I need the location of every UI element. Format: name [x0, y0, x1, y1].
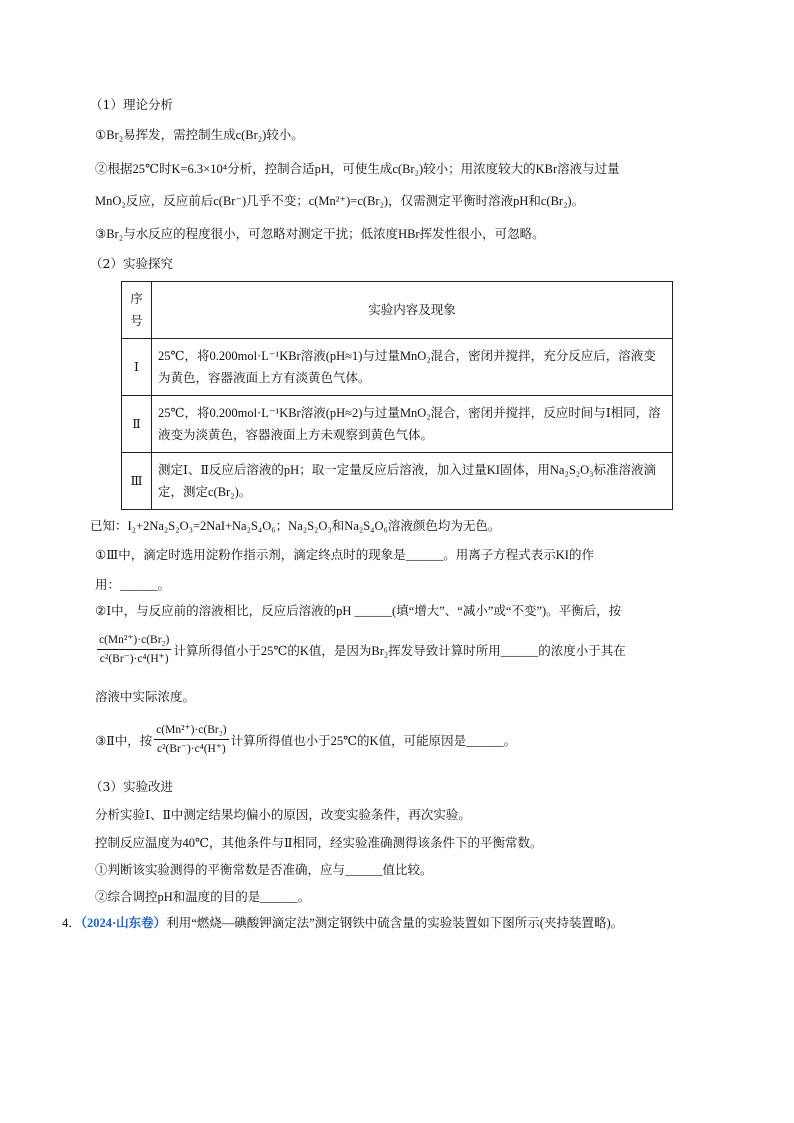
question-2-3-suffix: 计算所得值也小于25℃的K值，可能原因是______。	[230, 733, 517, 748]
theory-point-2-line-2: MnO₂反应，反应前后c(Br⁻)几乎不变；c(Mn²⁺)=c(Br₂)，仅需测定平衡时溶液pH和c(Br₂)。	[95, 194, 585, 208]
row-number: Ⅰ	[122, 339, 152, 396]
improvement-text-1: 分析实验Ⅰ、Ⅱ中测定结果均偏小的原因，改变实验条件，再次实验。	[95, 808, 471, 822]
table-row	[122, 339, 673, 396]
section-2-title: （2）实验探究	[90, 256, 173, 271]
question-3-2: ②综合调控pH和温度的目的是______。	[95, 890, 311, 904]
equilibrium-fraction	[154, 722, 228, 757]
question-4-number: 4．	[62, 916, 81, 930]
question-4-source-tag: （2024·山东卷）	[80, 916, 167, 930]
equilibrium-fraction	[97, 632, 171, 667]
table-row	[122, 453, 673, 510]
improvement-text-2: 控制反应温度为40℃，其他条件与Ⅱ相同，经实验准确测得该条件下的平衡常数。	[95, 836, 543, 850]
theory-point-3: ③Br₂与水反应的程度很小，可忽略对测定干扰；低浓度HBr挥发性很小，可忽略。	[95, 227, 545, 241]
row-content: 测定Ⅰ、Ⅱ反应后溶液的pH；取一定量反应后溶液，加入过量KI固体，用Na₂S₂O₃标准溶液滴定，测定c(Br₂)。	[152, 453, 673, 510]
question-2-1-line-2: 用：______。	[95, 578, 171, 592]
row-content: 25℃，将0.200mol·L⁻¹KBr溶液(pH≈2)与过量MnO₂混合，密闭并搅拌，反应时间与Ⅰ相同，溶液变为淡黄色，容器液面上方未观察到黄色气体。	[152, 396, 673, 453]
col-header-content: 实验内容及现象	[152, 282, 673, 339]
col-header-number: 序号	[122, 282, 152, 339]
table-header-row	[122, 282, 673, 339]
question-2-3-prefix: ③Ⅱ中，按	[95, 733, 153, 748]
question-2-2-line-3: 溶液中实际浓度。	[95, 690, 196, 704]
row-number: Ⅱ	[122, 396, 152, 453]
experiment-table	[121, 281, 673, 510]
theory-point-2-line-1: ②根据25℃时K=6.3×10⁴分析，控制合适pH，可使生成c(Br₂)较小；用浓度较大的KBr溶液与过量	[95, 162, 620, 176]
table-row	[122, 396, 673, 453]
section-3-title: （3）实验改进	[90, 779, 173, 794]
fraction-numerator: c(Mn²⁺)·c(Br₂)	[154, 722, 228, 740]
section-1-title: （1）理论分析	[90, 97, 173, 112]
row-content: 25℃，将0.200mol·L⁻¹KBr溶液(pH≈1)与过量MnO₂混合，密闭并搅拌，充分反应后，溶液变为黄色，容器液面上方有淡黄色气体。	[152, 339, 673, 396]
theory-point-1: ①Br₂易挥发，需控制生成c(Br₂)较小。	[95, 128, 304, 142]
question-3-1: ①判断该实验测得的平衡常数是否准确，应与______值比较。	[95, 863, 433, 877]
fraction-numerator: c(Mn²⁺)·c(Br₂)	[97, 632, 171, 650]
question-2-2-line-1: ②Ⅰ中，与反应前的溶液相比，反应后溶液的pH ______(填“增大”、“减小”或“不变”)。平衡后，按	[95, 604, 622, 618]
question-4-text: 利用“燃烧—碘酸钾滴定法”测定钢铁中硫含量的实验装置如下图所示(夹持装置略)。	[166, 916, 624, 930]
fraction-denominator: c²(Br⁻)·c⁴(H⁺)	[99, 653, 169, 665]
question-2-2-formula-line	[95, 632, 626, 667]
question-2-1-line-1: ①Ⅲ中，滴定时选用淀粉作指示剂，滴定终点时的现象是______。用离子方程式表示KI的作	[95, 548, 594, 562]
row-number: Ⅲ	[122, 453, 152, 510]
question-2-3-formula-line	[95, 722, 516, 757]
question-4	[62, 914, 623, 932]
question-2-2-line-2: 计算所得值小于25℃的K值，是因为Br₂挥发导致计算时所用______的浓度小于其在	[173, 643, 626, 658]
known-info: 已知：I₂+2Na₂S₂O₃=2NaI+Na₂S₄O₆；Na₂S₂O₃和Na₂S₄O₆溶液颜色均为无色。	[90, 519, 501, 533]
fraction-denominator: c²(Br⁻)·c⁴(H⁺)	[157, 743, 226, 755]
